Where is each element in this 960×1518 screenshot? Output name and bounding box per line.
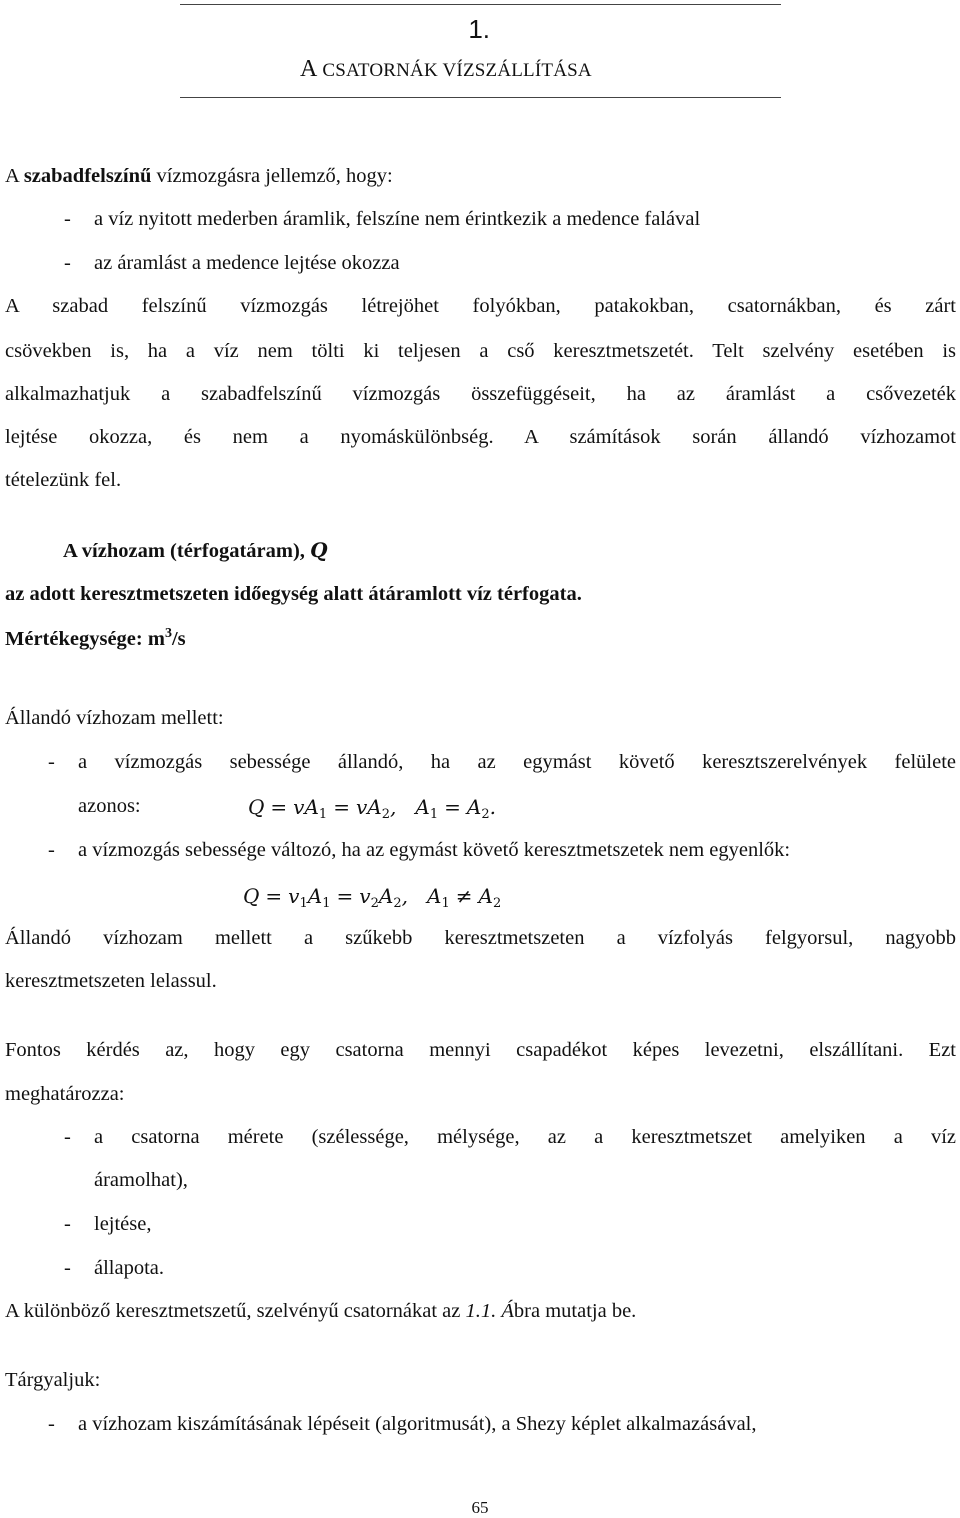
unit-line xyxy=(5,626,186,651)
chapter-title xyxy=(300,56,592,83)
bullet-marker: - xyxy=(64,1257,71,1279)
intro-paragraph-line-5: tételezünk fel. xyxy=(5,469,122,491)
topics-bullet-1: a vízhozam kiszámításának lépéseit (algoritmusát), a Shezy képlet alkalmazásával, xyxy=(78,1413,757,1435)
unit-exponent: 3 xyxy=(164,626,172,641)
intro-lead-bold: szabadfelszínű xyxy=(23,165,152,187)
channel-bullet-1-line-1: a csatorna mérete (szélessége, mélysége, az a keresztmetszet amelyiken a víz xyxy=(94,1126,956,1148)
topics-heading: Tárgyaljuk: xyxy=(5,1369,101,1391)
equation-1: $Q = vA_1 = vA_2$, $A_1 = A_2$. xyxy=(248,795,497,822)
chapter-number: 1. xyxy=(468,14,490,44)
bullet-marker: - xyxy=(48,1413,55,1435)
intro-paragraph-line-2: csövekben is, ha a víz nem tölti ki teljesen a cső keresztmetszetét. Telt szelvény esetében is xyxy=(5,340,956,362)
header-bottom-rule xyxy=(180,97,781,98)
figure-ref-suffix: bra mutatja be. xyxy=(513,1300,637,1322)
figure-ref-prefix: A különböző keresztmetszetű, szelvényű csatornákat az xyxy=(5,1300,466,1322)
constant-flow-heading: Állandó vízhozam mellett: xyxy=(5,707,224,729)
channel-line-2: meghatározza: xyxy=(5,1083,125,1105)
bullet-marker: - xyxy=(64,1213,71,1235)
unit-prefix: Mértékegysége: m xyxy=(5,628,165,650)
definition-symbol: Q xyxy=(310,538,328,562)
chapter-title-rest: CSATORNÁK VÍZSZÁLLÍTÁSA xyxy=(322,60,592,81)
bullet-marker: - xyxy=(64,208,71,230)
intro-paragraph-line-3: alkalmazhatjuk a szabadfelszínű vízmozgás összefüggéseit, ha az áramlást a csővezeték xyxy=(5,383,956,405)
bullet-marker: - xyxy=(64,1126,71,1148)
channel-bullet-1-line-2: áramolhat), xyxy=(94,1169,188,1191)
intro-lead-rest: vízmozgásra jellemző, hogy: xyxy=(151,165,393,187)
constant-bullet-2: a vízmozgás sebessége változó, ha az egymást követő keresztmetszetek nem egyenlők: xyxy=(78,839,791,861)
page-number: 65 xyxy=(471,1498,489,1517)
bullet-marker: - xyxy=(48,751,55,773)
intro-paragraph-line-1: A szabad felszínű vízmozgás létrejöhet folyókban, patakokban, csatornákban, és zárt xyxy=(5,295,956,317)
figure-reference xyxy=(5,1300,636,1323)
definition-heading-text: A vízhozam (térfogatáram), xyxy=(63,540,311,562)
intro-lead xyxy=(5,165,393,188)
constant-conclusion-line-2: keresztmetszeten lelassul. xyxy=(5,970,217,992)
definition-line: az adott keresztmetszeten időegység alatt átáramlott víz térfogata. xyxy=(5,583,582,605)
equation-2: $Q = v_1A_1 = v_2A_2$, $A_1 \ne A_2$ xyxy=(243,884,502,911)
intro-paragraph-line-4: lejtése okozza, és nem a nyomáskülönbség. A számítások során állandó vízhozamot xyxy=(5,426,956,448)
intro-lead-prefix: A xyxy=(5,165,24,187)
figure-ref-italic: 1.1. Á xyxy=(465,1300,514,1322)
intro-bullet-2: az áramlást a medence lejtése okozza xyxy=(94,252,400,274)
bullet-marker: - xyxy=(64,252,71,274)
intro-bullet-1: a víz nyitott mederben áramlik, felszíne nem érintkezik a medence falával xyxy=(94,208,701,230)
header-top-rule xyxy=(180,4,781,5)
constant-bullet-1-line-1: a vízmozgás sebessége állandó, ha az egymást követő keresztszerelvények felülete xyxy=(78,751,956,773)
channel-line-1: Fontos kérdés az, hogy egy csatorna mennyi csapadékot képes levezetni, elszállítani. Ezt xyxy=(5,1039,956,1061)
definition-heading xyxy=(63,538,327,563)
chapter-title-first: A xyxy=(300,56,323,82)
channel-bullet-3: állapota. xyxy=(94,1257,165,1279)
bullet-marker: - xyxy=(48,839,55,861)
constant-conclusion-line-1: Állandó vízhozam mellett a szűkebb keresztmetszeten a vízfolyás felgyorsul, nagyobb xyxy=(5,927,956,949)
channel-bullet-2: lejtése, xyxy=(94,1213,152,1235)
constant-bullet-1-line-2: azonos: xyxy=(78,795,141,817)
unit-suffix: /s xyxy=(171,628,186,650)
